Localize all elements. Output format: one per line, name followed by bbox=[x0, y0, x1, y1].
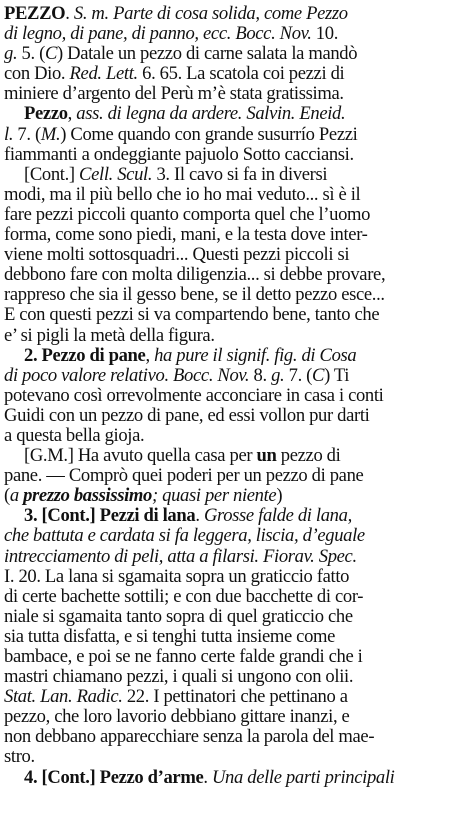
text-run: potevano così orrevolmente acconciare in casa i conti bbox=[4, 385, 384, 406]
text-run: fare pezzi piccoli quanto comporta quel che l’uomo bbox=[4, 204, 371, 225]
text-run: PEZZO bbox=[4, 4, 66, 24]
text-line bbox=[4, 607, 463, 627]
text-run: 7. ( bbox=[288, 365, 313, 386]
text-run: 7. ( bbox=[17, 124, 41, 145]
text-line bbox=[4, 185, 463, 205]
text-run: a questa bella gioja. bbox=[4, 425, 145, 446]
text-run: l. bbox=[4, 124, 18, 145]
text-run: S. m. Parte di cosa solida, come Pezzo bbox=[73, 4, 348, 24]
text-line bbox=[4, 24, 463, 44]
text-line bbox=[4, 44, 463, 64]
text-run: 22. I pettinatori che pettinano a bbox=[126, 687, 348, 708]
text-run: non debbano apparecchiare senza la parola del mae- bbox=[4, 727, 375, 748]
text-line bbox=[4, 587, 463, 607]
text-line bbox=[4, 245, 463, 265]
text-line bbox=[4, 426, 463, 446]
text-run: che battuta e cardata si fa leggera, liscia, d’eguale bbox=[4, 526, 365, 547]
text-run: mastri chiamano pezzi, i quali si ungono con olii. bbox=[4, 667, 354, 688]
text-run: pane. — Comprò quei poderi per un pezzo di pane bbox=[4, 466, 364, 487]
text-run: . bbox=[195, 506, 204, 527]
text-line bbox=[4, 687, 463, 707]
text-run: 2. Pezzo di pane bbox=[24, 345, 146, 366]
text-line bbox=[4, 265, 463, 285]
text-line bbox=[4, 547, 463, 567]
text-line bbox=[4, 64, 463, 84]
text-run: [G.M.] Ha avuto quella casa per bbox=[24, 446, 257, 467]
text-run: 4. [Cont.] Pezzo d’arme bbox=[24, 767, 204, 788]
text-line bbox=[4, 326, 463, 346]
text-run: forma, come sono piedi, mani, e la testa dove inter- bbox=[4, 225, 368, 246]
text-run: . bbox=[203, 767, 212, 788]
text-run: ) Ti bbox=[324, 365, 350, 386]
text-line bbox=[4, 4, 463, 24]
text-run: ) bbox=[276, 486, 283, 507]
text-run: Red. Lett. bbox=[69, 64, 143, 85]
text-run: Pezzo bbox=[24, 104, 68, 125]
text-line bbox=[4, 346, 463, 366]
text-run: C bbox=[312, 365, 325, 386]
text-run: rappreso che sia il gesso bene, se il detto pezzo esce... bbox=[4, 285, 385, 306]
text-line bbox=[4, 125, 463, 145]
text-run: di poco valore relativo. Bocc. Nov. bbox=[4, 365, 254, 386]
text-run: g. bbox=[271, 365, 289, 386]
text-line bbox=[4, 366, 463, 386]
text-line bbox=[4, 647, 463, 667]
text-run: M. bbox=[40, 124, 61, 145]
text-run: I. 20. La lana si sgamaita sopra un graticcio fatto bbox=[4, 566, 350, 587]
text-run: 8. bbox=[253, 365, 272, 386]
text-run: ha pure il signif. fig. di Cosa bbox=[154, 345, 357, 366]
text-run: ) Datale un pezzo di carne salata la mandò bbox=[57, 44, 358, 65]
text-run: 6. 65. La scatola coi pezzi di bbox=[142, 64, 345, 85]
text-run: e’ si pigli la metà della figura. bbox=[4, 325, 215, 346]
text-run: 3. Il cavo si fa in diversi bbox=[156, 164, 328, 185]
text-line bbox=[4, 567, 463, 587]
text-run: Guidi con un pezzo di pane, ed essi vollon pur darti bbox=[4, 405, 370, 426]
text-run: niale si sgamaita tanto sopra di quel graticcio che bbox=[4, 606, 353, 627]
text-run: ( bbox=[4, 486, 10, 507]
text-line bbox=[4, 486, 463, 506]
text-run: E con questi pezzi si va compartendo bene, tanto che bbox=[4, 305, 380, 326]
text-run: un bbox=[256, 446, 277, 467]
text-run: pezzo, che loro lavorio debbiano gittare inanzi, e bbox=[4, 707, 350, 728]
text-line bbox=[4, 768, 463, 788]
text-run: ass. di legna da ardere. Salvin. Eneid. bbox=[76, 104, 346, 125]
text-line bbox=[4, 285, 463, 305]
text-run: miniere d’argento del Perù m’è stata gratissima. bbox=[4, 84, 344, 105]
text-run: stro. bbox=[4, 747, 35, 768]
text-line bbox=[4, 727, 463, 747]
text-line bbox=[4, 707, 463, 727]
text-line bbox=[4, 747, 463, 767]
text-run: 3. [Cont.] Pezzi di lana bbox=[24, 506, 196, 527]
text-run: fiammanti a ondeggiante pajuolo Sotto cacciansi. bbox=[4, 144, 354, 165]
text-line bbox=[4, 406, 463, 426]
text-run: C bbox=[44, 44, 57, 65]
text-run: debbono fare con molta diligenzia... si debbe provare, bbox=[4, 265, 386, 286]
text-line bbox=[4, 667, 463, 687]
text-run: di certe bachette sottili; e con due bacchette di cor- bbox=[4, 586, 364, 607]
text-run: . bbox=[65, 4, 74, 24]
text-run: Grosse falde di lana, bbox=[203, 506, 352, 527]
text-run: con Dio. bbox=[4, 64, 70, 85]
text-line bbox=[4, 627, 463, 647]
text-run: [Cont.] bbox=[24, 164, 80, 185]
text-run: modi, ma il più bello che io ho mai veduto... sì è il bbox=[4, 184, 361, 205]
text-line bbox=[4, 386, 463, 406]
text-run: bambace, e poi se ne fanno certe falde grandi che i bbox=[4, 647, 363, 667]
text-run: Cell. Scul. bbox=[79, 164, 157, 185]
text-run: a bbox=[9, 486, 24, 507]
text-line bbox=[4, 104, 463, 124]
text-run: viene molti sottosquadri... Questi pezzi piccoli si bbox=[4, 245, 350, 266]
text-run: pezzo di bbox=[276, 446, 341, 467]
text-run: 5. ( bbox=[21, 44, 45, 65]
text-line bbox=[4, 205, 463, 225]
text-line bbox=[4, 84, 463, 104]
text-line bbox=[4, 466, 463, 486]
text-run: g. bbox=[4, 44, 22, 65]
text-run: intrecciamento di peli, atta a filarsi. Fiorav. Spec. bbox=[4, 546, 357, 567]
text-run: Stat. Lan. Radic. bbox=[4, 687, 127, 708]
text-line bbox=[4, 526, 463, 546]
text-run: ) Come quando con grande susurrío Pezzi bbox=[60, 124, 358, 145]
text-run: , bbox=[67, 104, 77, 125]
text-run: di legno, di pane, di panno, ecc. Bocc. Nov. bbox=[4, 24, 316, 45]
text-line bbox=[4, 305, 463, 325]
text-line bbox=[4, 225, 463, 245]
text-line bbox=[4, 145, 463, 165]
text-line bbox=[4, 446, 463, 466]
text-run: ; quasi per niente bbox=[151, 486, 277, 507]
text-line bbox=[4, 165, 463, 185]
text-line bbox=[4, 506, 463, 526]
text-run: , bbox=[145, 345, 155, 366]
text-run: Una delle parti principali bbox=[211, 767, 395, 788]
text-run: sia tutta disfatta, e si tenghi tutta insieme come bbox=[4, 626, 336, 647]
text-run: prezzo bassissimo bbox=[23, 486, 152, 507]
text-run: 10. bbox=[315, 24, 338, 45]
